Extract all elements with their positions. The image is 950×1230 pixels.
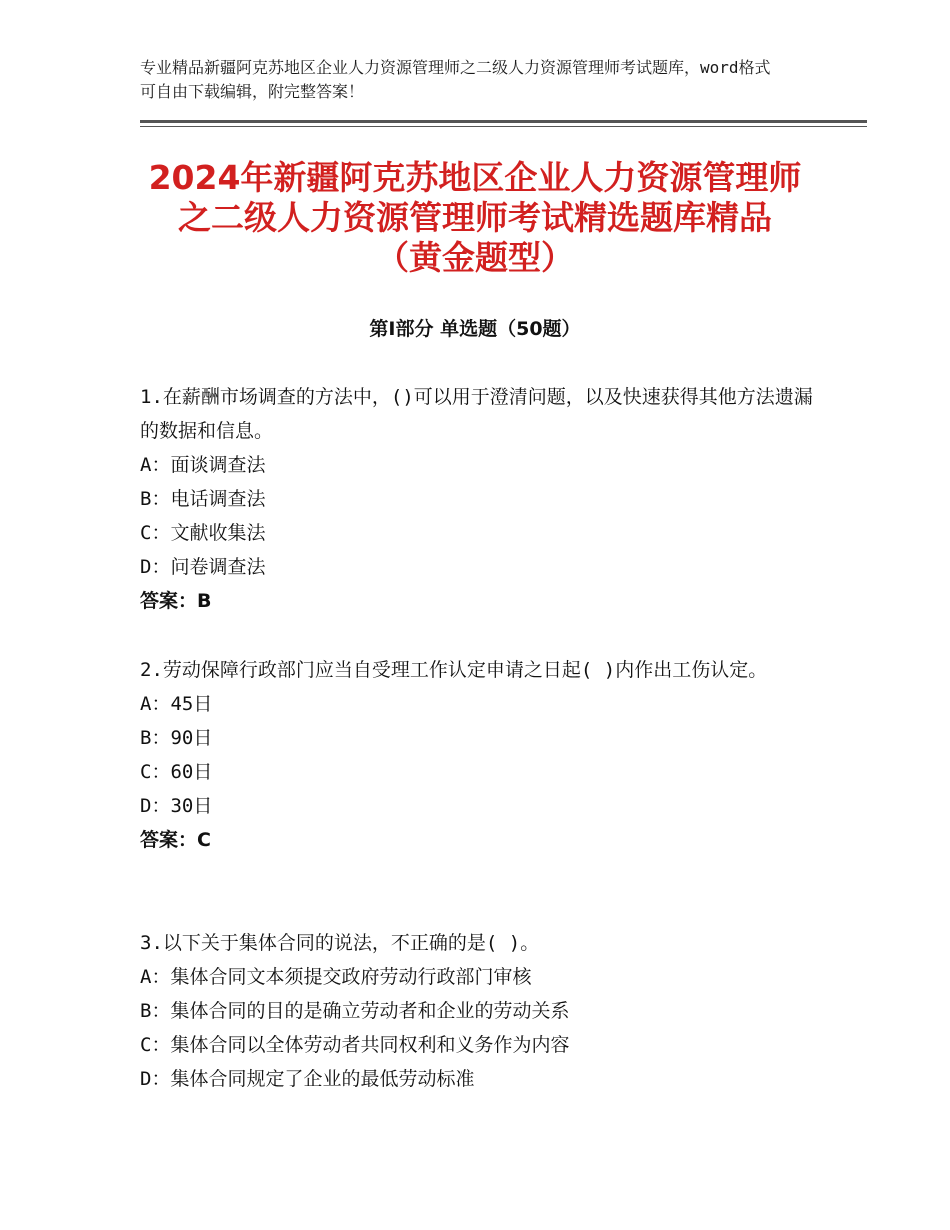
option-a: A：面谈调查法 (140, 454, 266, 476)
option-c: C：60日 (140, 761, 213, 783)
title-line-3: （黄金题型） (376, 238, 574, 277)
option-b: B：90日 (140, 727, 213, 749)
option-a: A：集体合同文本须提交政府劳动行政部门审核 (140, 966, 532, 988)
answer-label: 答案：C (140, 829, 211, 851)
question-stem: 1.在薪酬市场调查的方法中，()可以用于澄清问题，以及快速获得其他方法遗漏的数据和信息。 (140, 386, 813, 442)
document-title (100, 158, 850, 278)
title-line-2: 之二级人力资源管理师考试精选题库精品 (178, 198, 772, 237)
option-d: D：集体合同规定了企业的最低劳动标准 (140, 1068, 475, 1090)
question-3 (140, 926, 820, 1096)
option-d: D：问卷调查法 (140, 556, 266, 578)
header-divider-thick (140, 120, 867, 123)
option-b: B：电话调查法 (140, 488, 266, 510)
question-1 (140, 380, 820, 618)
question-stem: 3.以下关于集体合同的说法，不正确的是( )。 (140, 932, 540, 954)
section-title: 第Ⅰ部分 单选题（50题） (369, 318, 581, 340)
option-b: B：集体合同的目的是确立劳动者和企业的劳动关系 (140, 1000, 570, 1022)
header-note: 专业精品新疆阿克苏地区企业人力资源管理师之二级人力资源管理师考试题库，word格式可自由下载编辑，附完整答案！ (140, 58, 771, 101)
option-c: C：文献收集法 (140, 522, 266, 544)
question-2 (140, 653, 820, 857)
header-divider-thin (140, 126, 867, 127)
answer-label: 答案：B (140, 590, 212, 612)
option-a: A：45日 (140, 693, 213, 715)
title-line-1: 2024年新疆阿克苏地区企业人力资源管理师 (148, 158, 802, 197)
option-d: D：30日 (140, 795, 213, 817)
option-c: C：集体合同以全体劳动者共同权利和义务作为内容 (140, 1034, 570, 1056)
question-stem: 2.劳动保障行政部门应当自受理工作认定申请之日起( )内作出工伤认定。 (140, 659, 768, 681)
